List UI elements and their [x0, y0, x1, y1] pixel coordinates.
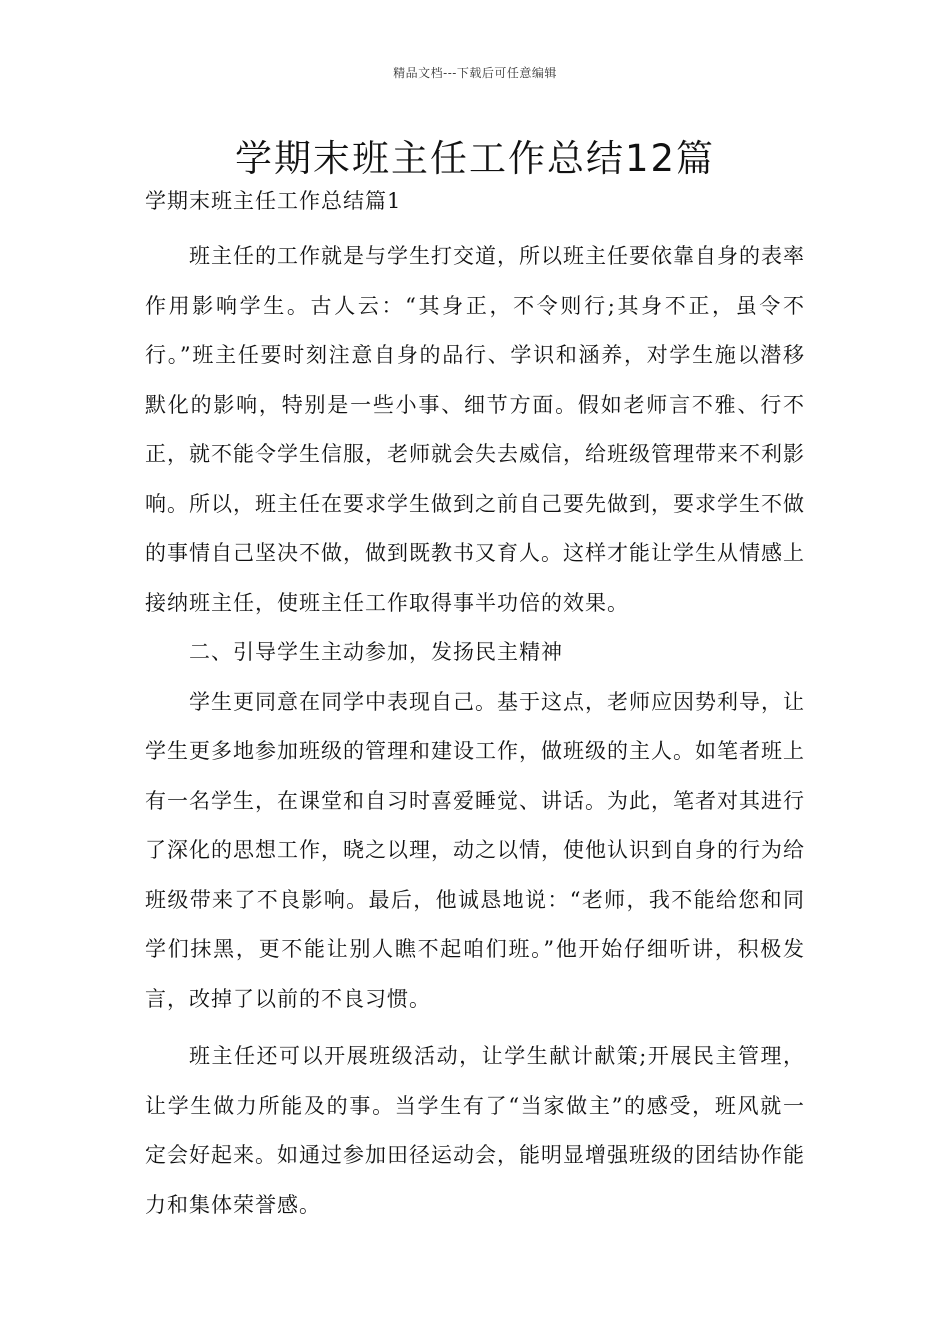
paragraph-3: 学生更同意在同学中表现自己。基于这点，老师应因势利导，让学生更多地参加班级的管理和建设工作，做班级的主人。如笔者班上有一名学生，在课堂和自习时喜爱睡觉、讲话。为此，笔者对其进行了深化的思想工作，晓之以理，动之以情，使他认识到自身的行为给班级带来了不良影响。最后，他诚恳地说：“老师，我不能给您和同学们抹黑，更不能让别人瞧不起咱们班。”他开始仔细听讲，积极发言，改掉了以前的不良习惯。 — [145, 689, 805, 1011]
document-title: 学期末班主任工作总结12篇 — [234, 137, 716, 180]
paragraph-1: 班主任的工作就是与学生打交道，所以班主任要依靠自身的表率作用影响学生。古人云：“其身正，不令则行;其身不正，虽令不行。”班主任要时刻注意自身的品行、学识和涵养，对学生施以潜移默化的影响，特别是一些小事、细节方面。假如老师言不雅、行不正，就不能令学生信服，老师就会失去威信，给班级管理带来不利影响。所以，班主任在要求学生做到之前自己要先做到，要求学生不做的事情自己坚决不做，做到既教书又育人。这样才能让学生从情感上接纳班主任，使班主任工作取得事半功倍的效果。 — [145, 244, 805, 615]
section-heading: 学期末班主任工作总结篇1 — [145, 189, 402, 213]
paragraph-2-subheading: 二、引导学生主动参加，发扬民主精神 — [189, 640, 563, 664]
paragraph-4: 班主任还可以开展班级活动，让学生献计献策;开展民主管理，让学生做力所能及的事。当学生有了“当家做主”的感受，班风就一定会好起来。如通过参加田径运动会，能明显增强班级的团结协作能力和集体荣誉感。 — [145, 1044, 805, 1217]
page-header-note: 精品文档---下载后可任意编辑 — [393, 66, 557, 80]
document-body — [145, 182, 805, 1230]
